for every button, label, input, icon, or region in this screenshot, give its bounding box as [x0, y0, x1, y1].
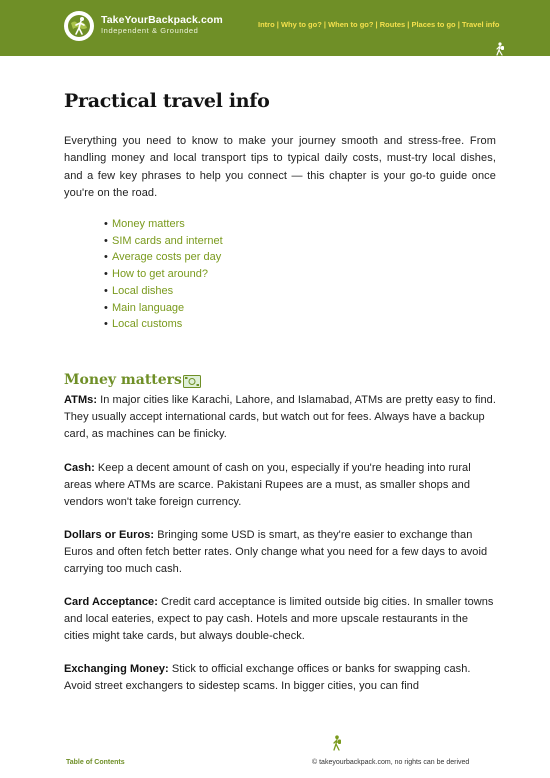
nav-item-places-to-go[interactable]: Places to go [411, 20, 456, 29]
brand [101, 14, 223, 36]
list-item: • Average costs per day [104, 251, 222, 264]
paragraph-card-acceptance [64, 594, 496, 644]
nav-item-travel-info[interactable]: Travel info [461, 20, 500, 29]
page-header [0, 0, 550, 56]
paragraph-atms [64, 392, 496, 442]
table-of-contents-link[interactable]: Table of Contents [66, 759, 125, 766]
paragraph-label: ATMs: [64, 394, 98, 406]
paragraph-cash [64, 460, 496, 510]
list-item: • SIM cards and internet [104, 234, 223, 247]
paragraph-text: Credit card acceptance is limited outside big cities. In smaller towns and local eateries, expect to pay cash. Hotels and more upscale restaurants in the cities might take cards, but always double-check. [64, 596, 494, 642]
intro-paragraph: Everything you need to know to make your journey smooth and stress-free. From handling money and local transport tips to typical daily costs, must-try local dishes, and a few key phrases to help you connect — this chapter is your go-to guide once you're on the road. [64, 135, 496, 199]
toc-link-local-customs[interactable]: Local customs [112, 318, 183, 331]
nav-separator: | [274, 20, 279, 29]
nav-item-when-to-go[interactable]: When to go? [328, 20, 374, 29]
top-navigation [258, 20, 499, 29]
logo[interactable] [64, 11, 94, 41]
money-icon [183, 375, 201, 388]
paragraph-label: Cash: [64, 462, 95, 474]
paragraph-label: Exchanging Money: [64, 663, 169, 675]
copyright-notice: © takeyourbackpack.com, no rights can be derived [312, 759, 470, 766]
toc-link-sim-cards[interactable]: SIM cards and internet [112, 234, 223, 247]
nav-separator: | [321, 20, 326, 29]
hiker-icon [494, 42, 506, 56]
nav-item-why-to-go[interactable]: Why to go? [280, 20, 322, 29]
toc-link-average-costs[interactable]: Average costs per day [112, 251, 222, 264]
list-item: • Money matters [104, 218, 185, 230]
list-item: • How to get around? [104, 268, 209, 281]
paragraph-text: In major cities like Karachi, Lahore, and Islamabad, ATMs are pretty easy to find. They usually accept international cards, but watch out for fees. Always have a backup card, as machines can be finicky. [64, 394, 496, 440]
paragraph-exchanging-money [64, 661, 496, 695]
list-item: • Main language [104, 301, 185, 314]
toc-link-money-matters[interactable]: Money matters [112, 218, 185, 230]
paragraph-text: Stick to official exchange offices or banks for swapping cash. Avoid street exchangers to sidestep scams. In bigger cities, you can find [64, 663, 471, 692]
paragraph-text: Bringing some USD is smart, as they're easier to exchange than Euros and often fetch better rates. Only change what you need for a few days to avoid carrying too much cash. [64, 529, 488, 575]
hiker-icon [330, 735, 344, 751]
toc-link-get-around[interactable]: How to get around? [112, 268, 209, 281]
paragraph-text: Keep a decent amount of cash on you, especially if you're heading into rural areas where ATMs are scarce. Pakistani Rupees are a must, as smaller shops and vendors won't take foreign currency. [64, 462, 471, 508]
brand-tagline: Independent & Grounded [101, 26, 199, 35]
toc-link-local-dishes[interactable]: Local dishes [112, 284, 174, 297]
nav-item-routes[interactable]: Routes [379, 20, 406, 29]
nav-separator: | [373, 20, 378, 29]
paragraph-dollars-euros [64, 527, 496, 577]
page-title: Practical travel info [64, 90, 270, 112]
section-heading-money-matters: Money matters [64, 372, 182, 388]
brand-name[interactable]: TakeYourBackpack.com [101, 14, 223, 26]
list-item: • Local customs [104, 318, 183, 331]
nav-item-intro[interactable]: Intro [258, 20, 275, 29]
list-item: • Local dishes [104, 284, 174, 297]
nav-separator: | [455, 20, 460, 29]
toc-link-main-language[interactable]: Main language [112, 301, 185, 314]
chapter-contents-list [104, 216, 223, 333]
paragraph-label: Dollars or Euros: [64, 529, 155, 541]
globe-hiker-icon [64, 11, 94, 41]
nav-separator: | [405, 20, 410, 29]
paragraph-label: Card Acceptance: [64, 596, 158, 608]
